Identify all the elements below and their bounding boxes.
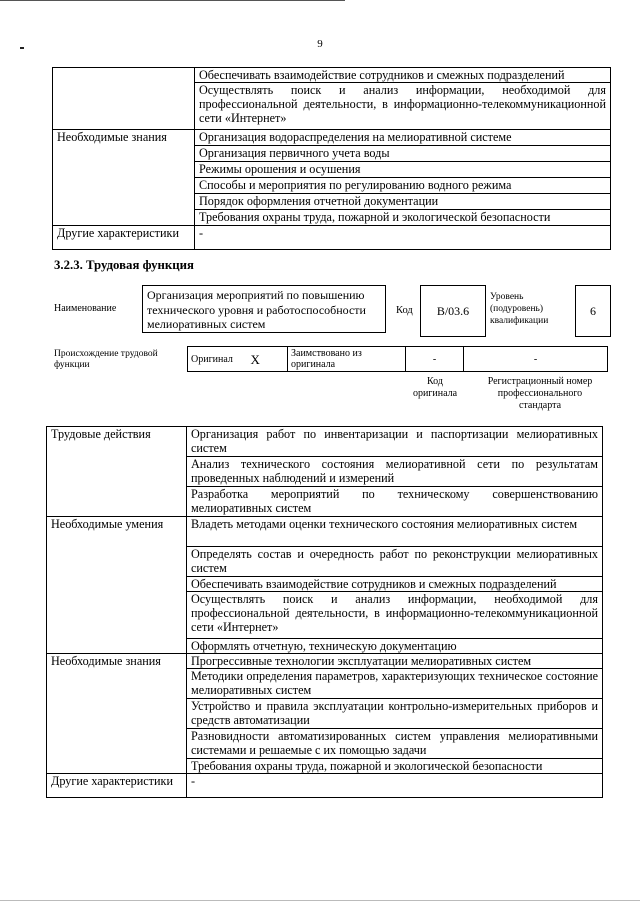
level-label-line: квалификации <box>490 316 549 326</box>
table-cell: Требования охраны труда, пожарной и экологической безопасности <box>187 759 603 774</box>
table-cell: Режимы орошения и осушения <box>195 162 611 178</box>
code-box: B/03.6 <box>420 285 486 337</box>
qualification-level-box: 6 <box>575 285 611 337</box>
original-cell: Оригинал <box>188 347 248 372</box>
page-number: 9 <box>317 38 323 50</box>
caption-line: стандарта <box>518 400 562 411</box>
origin-label-line: Происхождение трудовой <box>54 349 158 359</box>
scan-top-line <box>0 0 345 1</box>
table-cell: Организация первичного учета воды <box>195 146 611 162</box>
table-cell: - <box>195 226 611 250</box>
original-mark: X <box>248 347 288 372</box>
caption-line: оригинала <box>412 388 458 399</box>
table-cell: Владеть методами оценки технического состояния мелиоративных систем <box>187 517 603 547</box>
table-cell: Организация работ по инвентаризации и паспортизации мелиоративных систем <box>187 427 603 457</box>
borrowed-line: Заимствовано из <box>291 348 362 359</box>
table-cell: Требования охраны труда, пожарной и экологической безопасности <box>195 210 611 226</box>
table-cell: Разновидности автоматизированных систем управления мелиоративными системами и решаемые с их помощью задачи <box>187 729 603 759</box>
borrowed-cell <box>288 347 406 372</box>
table-cell: Обеспечивать взаимодействие сотрудников и смежных подразделений <box>195 68 611 83</box>
qualification-level-label <box>490 291 548 327</box>
table-cell: Порядок оформления отчетной документации <box>195 194 611 210</box>
table-cell: Организация водораспределения на мелиоративной системе <box>195 130 611 146</box>
caption-line: Код <box>427 376 443 387</box>
table-cell: Определять состав и очередность работ по реконструкции мелиоративных систем <box>187 547 603 577</box>
top-competency-table <box>52 67 611 250</box>
level-label-line: (подуровень) <box>490 304 544 314</box>
table-cell: Оформлять отчетную, техническую документацию <box>187 639 603 654</box>
function-name-box: Организация мероприятий по повышению технического уровня и работоспособности мелиоративных систем <box>142 285 386 333</box>
table-label-cell: Трудовые действия <box>47 427 187 517</box>
table-cell: Осуществлять поиск и анализ информации, необходимой для профессиональной деятельности, в информационно-телекоммуникационной сети «Интернет» <box>187 592 603 639</box>
table-cell: Обеспечивать взаимодействие сотрудников и смежных подразделений <box>187 577 603 592</box>
origin-label-line: функции <box>54 360 90 370</box>
origin-label <box>54 349 158 371</box>
borrowed-line: оригинала <box>291 359 336 370</box>
table-cell: Методики определения параметров, характеризующих техническое состояние мелиоративных систем <box>187 669 603 699</box>
function-details-table <box>46 426 603 798</box>
caption-line: профессионального <box>497 388 583 399</box>
level-label-line: Уровень <box>490 292 524 302</box>
original-code-caption <box>402 376 468 400</box>
origin-table <box>187 346 608 372</box>
registration-number-caption <box>470 376 610 412</box>
table-cell: Разработка мероприятий по техническому совершенствованию мелиоративных систем <box>187 487 603 517</box>
table-label-cell <box>53 68 195 130</box>
table-label-cell: Другие характеристики <box>47 774 187 798</box>
registration-number-cell: - <box>464 347 608 372</box>
table-cell: Анализ технического состояния мелиоративной сети по результатам проведенных наблюдений и измерений <box>187 457 603 487</box>
table-cell: Способы и мероприятия по регулированию водного режима <box>195 178 611 194</box>
table-cell: Устройство и правила эксплуатации контрольно-измерительных приборов и средств автоматизации <box>187 699 603 729</box>
caption-line: Регистрационный номер <box>487 376 593 387</box>
table-label-cell: Необходимые умения <box>47 517 187 654</box>
table-cell: Прогрессивные технологии эксплуатации мелиоративных систем <box>187 654 603 669</box>
table-label-cell: Необходимые знания <box>53 130 195 226</box>
name-label: Наименование <box>54 303 117 314</box>
original-code-cell: - <box>406 347 464 372</box>
section-title: 3.2.3. Трудовая функция <box>54 258 194 272</box>
table-label-cell: Необходимые знания <box>47 654 187 774</box>
table-label-cell: Другие характеристики <box>53 226 195 250</box>
table-cell: - <box>187 774 603 798</box>
scan-bottom-line <box>0 900 640 901</box>
code-label: Код <box>396 305 413 316</box>
table-cell: Осуществлять поиск и анализ информации, необходимой для профессиональной деятельности, в информационно-телекоммуникационной сети «Интернет» <box>195 83 611 130</box>
